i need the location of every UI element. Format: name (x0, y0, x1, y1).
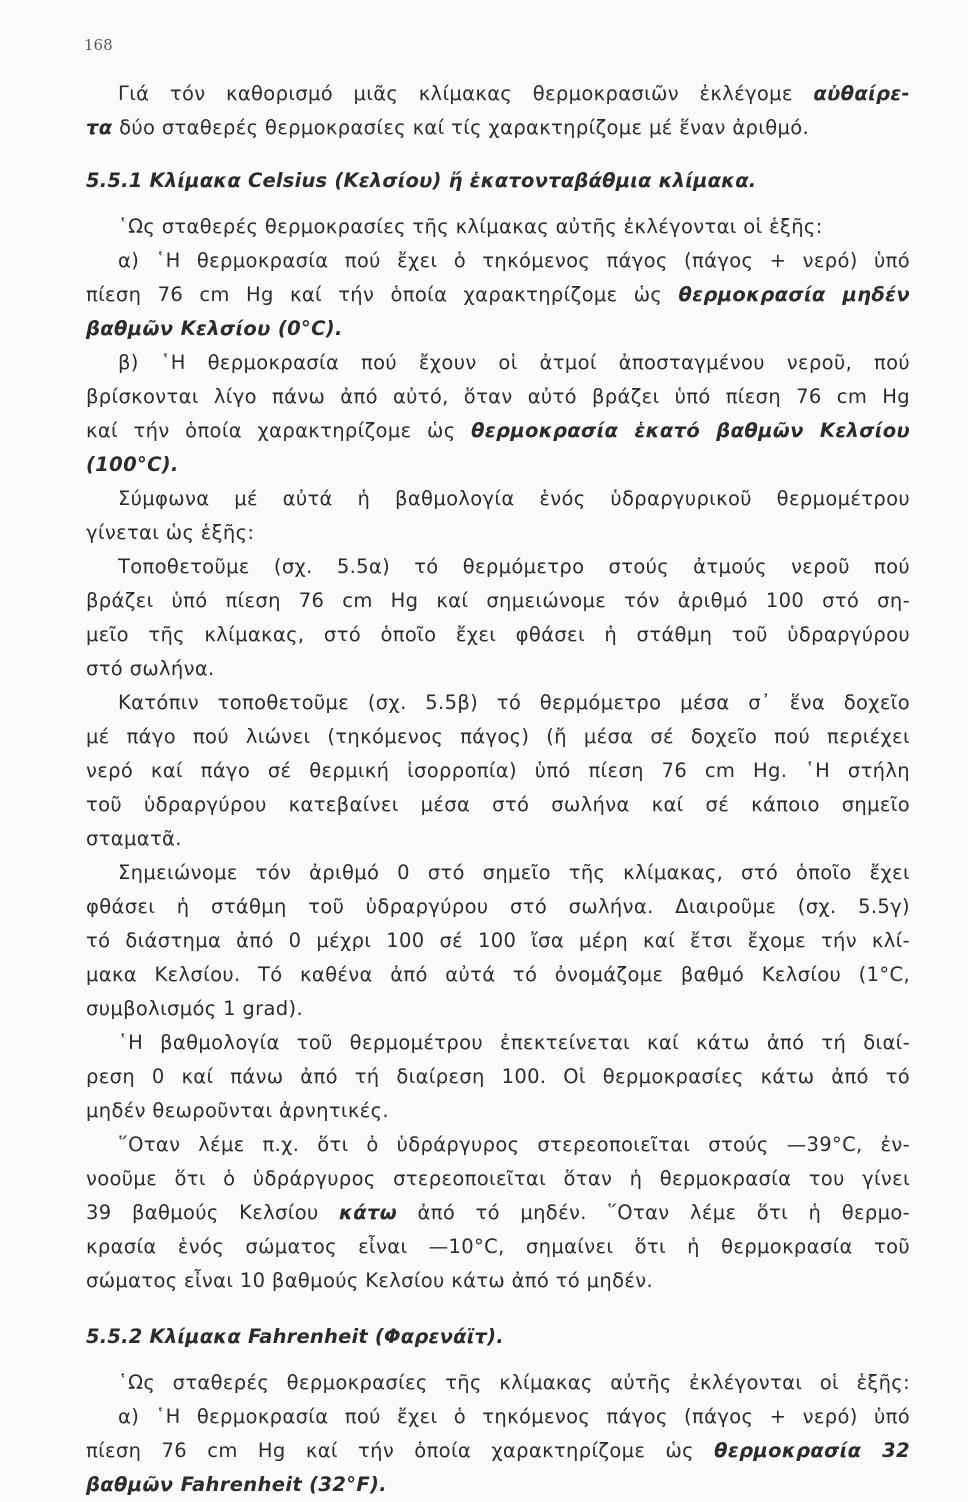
s552-line-4 (0, 1468, 968, 1502)
s551-line-23-text: μακα Κελσίου. Τό καθένα ἀπό αὐτά τό ὀνομάζομε βαθμό Κελσίου (1°C, (86, 963, 910, 986)
s551-line-10 (0, 516, 968, 550)
s551-line-9-text: Σύμφωνα μέ αὐτά ἡ βαθμολογία ἑνός ὑδραργυρικοῦ θερμομέτρου (118, 487, 910, 510)
s551-line-16-text: μέ πάγο πού λιώνει (τηκόμενος πάγος) (ἤ μέσα σέ δοχεῖο πού περιέχει (86, 725, 910, 748)
s551-line-20 (0, 856, 968, 890)
intro-line-2 (0, 111, 968, 145)
s551-line-4 (0, 312, 968, 346)
s551-line-7-text: καί τήν ὁποία χαρακτηρίζομε ὡς (86, 419, 472, 442)
s551-line-8 (0, 448, 968, 482)
s551-line-24 (0, 992, 968, 1026)
s551-line-21 (0, 890, 968, 924)
s551-line-5-text: β) ῾Η θερμοκρασία πού ἔχουν οἱ ἀτμοί ἀποσταγμένου νεροῦ, πού (118, 351, 910, 374)
s551-line-31 (0, 1230, 968, 1264)
s551-line-30-text: 39 βαθμούς Κελσίου (86, 1201, 340, 1224)
intro-line-1-emphasis: αὐθαίρε- (813, 82, 910, 105)
s551-line-9 (0, 482, 968, 516)
s551-line-2 (0, 244, 968, 278)
s552-line-2-text: α) ῾Η θερμοκρασία πού ἔχει ὁ τηκόμενος πάγος (πάγος + νερό) ὑπό (118, 1405, 910, 1428)
s551-line-32-text: σώματος εἶναι 10 βαθμούς Κελσίου κάτω ἀπό τό μηδέν. (86, 1269, 654, 1292)
s551-line-8-emphasis: (100°C). (86, 453, 179, 476)
s551-line-28-text: ῞Οταν λέμε π.χ. ὅτι ὁ ὑδράργυρος στερεοποιεῖται στούς —39°C, ἐν- (118, 1133, 910, 1156)
s551-line-31-text: κρασία ἑνός σώματος εἶναι —10°C, σημαίνει ὅτι ἡ θερμοκρασία τοῦ (86, 1235, 910, 1258)
s551-line-12 (0, 584, 968, 618)
intro-line-1 (0, 77, 968, 111)
page-number: 168 (84, 36, 113, 54)
s551-line-17-text: νερό καί πάγο σέ θερμική ἰσορροπία) ὑπό πίεση 76 cm Hg. ῾Η στήλη (86, 759, 910, 782)
s551-line-10-text: γίνεται ὡς ἑξῆς: (86, 521, 255, 544)
s551-line-25-text: ῾Η βαθμολογία τοῦ θερμομέτρου ἐπεκτείνεται καί κάτω ἀπό τή διαί- (118, 1031, 910, 1054)
s551-line-19 (0, 822, 968, 856)
intro-line-1-text: Γιά τόν καθορισμό μιᾶς κλίμακας θερμοκρασιῶν ἐκλέγομε (118, 82, 814, 105)
intro-line-2-text: δύο σταθερές θερμοκρασίες καί τίς χαρακτηρίζομε μέ ἕναν ἀριθμό. (112, 116, 810, 139)
s551-line-1-text: ῾Ως σταθερές θερμοκρασίες τῆς κλίμακας αὐτῆς ἐκλέγονται οἱ ἑξῆς: (118, 215, 823, 238)
intro-line-2-emphasis: τα (86, 116, 113, 139)
s551-line-6-text: βρίσκονται λίγο πάνω ἀπό αὐτό, ὅταν αὐτό βράζει ὑπό πίεση 76 cm Hg (86, 385, 910, 408)
section-552-heading (0, 1320, 968, 1354)
s551-line-14-text: στό σωλήνα. (86, 657, 215, 680)
s551-line-7-emphasis: θερμοκρασία ἑκατό βαθμῶν Κελσίου (471, 419, 910, 442)
s552-line-3 (0, 1434, 968, 1468)
s551-line-19-text: σταματᾶ. (86, 827, 182, 850)
s551-line-14 (0, 652, 968, 686)
s551-line-11-text: Τοποθετοῦμε (σχ. 5.5α) τό θερμόμετρο στούς ἀτμούς νεροῦ πού (118, 555, 910, 578)
s551-line-30 (0, 1196, 968, 1230)
s551-line-26-text: ρεση 0 καί πάνω ἀπό τή διαίρεση 100. Οἱ θερμοκρασίες κάτω ἀπό τό (86, 1065, 910, 1088)
s551-line-32 (0, 1264, 968, 1298)
s551-line-30-emphasis: κάτω (339, 1201, 398, 1224)
section-551-heading-text: 5.5.1 Κλίμακα Celsius (Κελσίου) ἤ ἑκατονταβάθμια κλίμακα. (86, 169, 757, 192)
s552-line-1-text: ῾Ως σταθερές θερμοκρασίες τῆς κλίμακας αὐτῆς ἐκλέγονται οἱ ἑξῆς: (118, 1371, 910, 1394)
s551-line-23 (0, 958, 968, 992)
s551-line-6 (0, 380, 968, 414)
s552-line-4-emphasis: βαθμῶν Fahrenheit (32°F). (86, 1473, 388, 1496)
s551-line-28 (0, 1128, 968, 1162)
s551-line-27 (0, 1094, 968, 1128)
s551-line-5 (0, 346, 968, 380)
s551-line-13-text: μεῖο τῆς κλίμακας, στό ὁποῖο ἔχει φθάσει ἡ στάθμη τοῦ ὑδραργύρου (86, 623, 910, 646)
s551-line-2-text: α) ῾Η θερμοκρασία πού ἔχει ὁ τηκόμενος πάγος (πάγος + νερό) ὑπό (118, 249, 910, 272)
s552-line-3-emphasis: θερμοκρασία 32 (714, 1439, 911, 1462)
section-552-heading-text: 5.5.2 Κλίμακα Fahrenheit (Φαρενάϊτ). (86, 1325, 504, 1348)
s551-line-20-text: Σημειώνομε τόν ἀριθμό 0 στό σημεῖο τῆς κλίμακας, στό ὁποῖο ἔχει (118, 861, 910, 884)
s551-line-4-emphasis: βαθμῶν Κελσίου (0°C). (86, 317, 343, 340)
s551-line-13 (0, 618, 968, 652)
s551-line-27-text: μηδέν θεωροῦνται ἀρνητικές. (86, 1099, 389, 1122)
s551-line-29 (0, 1162, 968, 1196)
s551-line-25 (0, 1026, 968, 1060)
section-551-heading (0, 164, 968, 198)
s551-line-29-text: νοοῦμε ὅτι ὁ ὑδράργυρος στερεοποιεῖται ὅταν ἡ θερμοκρασία του γίνει (86, 1167, 910, 1190)
s551-line-16 (0, 720, 968, 754)
s551-line-7 (0, 414, 968, 448)
s551-line-17 (0, 754, 968, 788)
s551-line-15-text: Κατόπιν τοποθετοῦμε (σχ. 5.5β) τό θερμόμετρο μέσα σ᾽ ἕνα δοχεῖο (118, 691, 910, 714)
s551-line-26 (0, 1060, 968, 1094)
s552-line-1 (0, 1366, 968, 1400)
s551-line-11 (0, 550, 968, 584)
s551-line-12-text: βράζει ὑπό πίεση 76 cm Hg καί σημειώνομε τόν ἀριθμό 100 στό ση- (86, 589, 910, 612)
s551-line-22-text: τό διάστημα ἀπό 0 μέχρι 100 σέ 100 ἴσα μέρη καί ἔτσι ἔχομε τήν κλί- (86, 929, 910, 952)
s551-line-22 (0, 924, 968, 958)
s551-line-30-text-2: ἀπό τό μηδέν. ῞Οταν λέμε ὅτι ἡ θερμο- (397, 1201, 911, 1224)
s552-line-3-text: πίεση 76 cm Hg καί τήν ὁποία χαρακτηρίζομε ὡς (86, 1439, 715, 1462)
s551-line-18-text: τοῦ ὑδραργύρου κατεβαίνει μέσα στό σωλήνα καί σέ κάποιο σημεῖο (86, 793, 910, 816)
s552-line-2 (0, 1400, 968, 1434)
s551-line-15 (0, 686, 968, 720)
s551-line-24-text: συμβολισμός 1 grad). (86, 997, 304, 1020)
s551-line-3 (0, 278, 968, 312)
s551-line-18 (0, 788, 968, 822)
s551-line-3-emphasis: θερμοκρασία μηδέν (678, 283, 910, 306)
s551-line-1 (0, 210, 968, 244)
s551-line-21-text: φθάσει ἡ στάθμη τοῦ ὑδραργύρου στό σωλήνα. Διαιροῦμε (σχ. 5.5γ) (86, 895, 910, 918)
s551-line-3-text: πίεση 76 cm Hg καί τήν ὁποία χαρακτηρίζομε ὡς (86, 283, 679, 306)
